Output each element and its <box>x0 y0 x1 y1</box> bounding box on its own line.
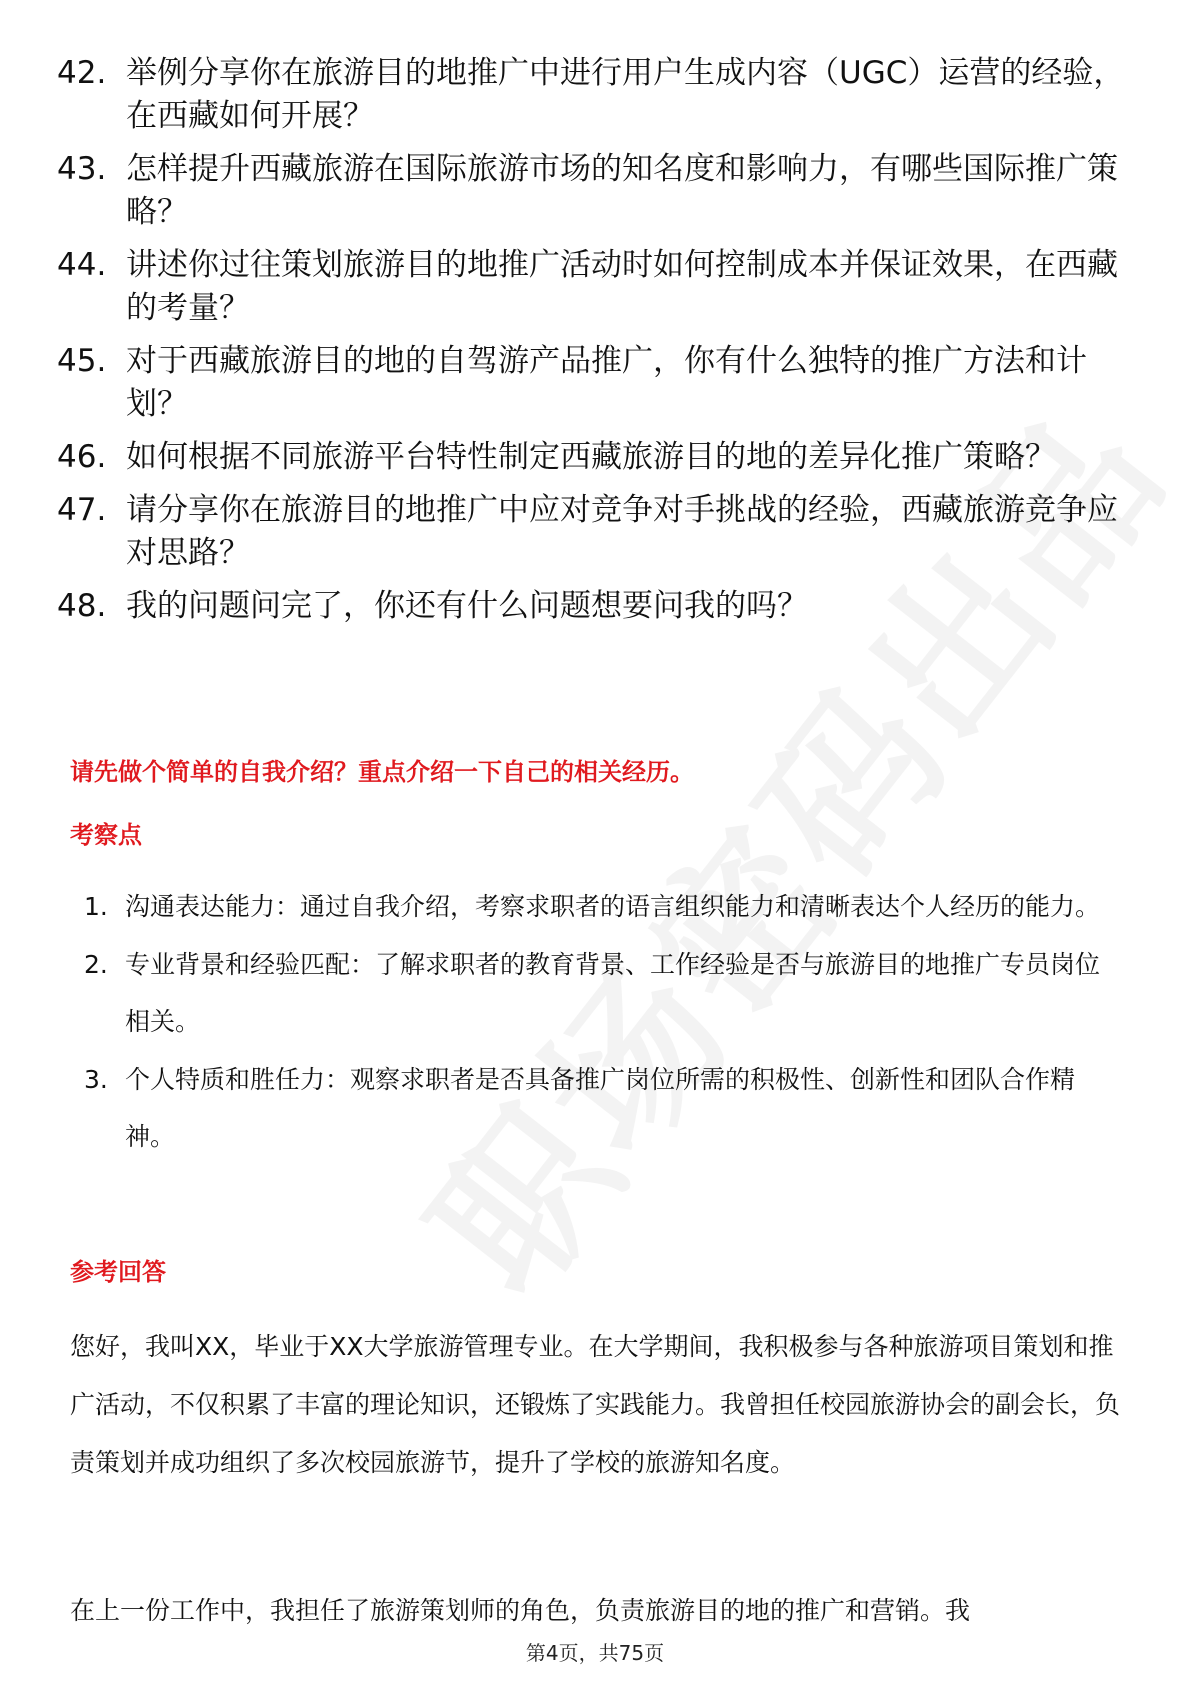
question-number: 48. <box>57 588 107 624</box>
question-item <box>57 340 1137 426</box>
answer-paragraph: 在上一份工作中，我担任了旅游策划师的角色，负责旅游目的地的推广和营销。我 <box>70 1596 971 1625</box>
question-item <box>57 585 1137 628</box>
evaluation-points-list <box>84 878 1124 1166</box>
question-item <box>57 244 1137 330</box>
question-text: 我的问题问完了，你还有什么问题想要问我的吗？ <box>126 588 808 624</box>
point-number: 2. <box>84 950 108 979</box>
question-number: 43. <box>57 151 107 187</box>
evaluation-point <box>84 1051 1124 1165</box>
evaluation-point <box>84 936 1124 1050</box>
evaluation-point <box>84 878 1124 935</box>
answer-heading: 参考回答 <box>70 1258 166 1286</box>
section-question-heading: 请先做个简单的自我介绍？重点介绍一下自己的相关经历。 <box>70 758 694 786</box>
question-text: 如何根据不同旅游平台特性制定西藏旅游目的地的差异化推广策略？ <box>126 439 1056 475</box>
page-footer: 第4页，共75页 <box>525 1641 665 1665</box>
question-item <box>57 489 1137 575</box>
question-number: 47. <box>57 492 107 528</box>
point-number: 1. <box>84 892 108 921</box>
question-number: 46. <box>57 439 107 475</box>
question-text: 对于西藏旅游目的地的自驾游产品推广，你有什么独特的推广方法和计划？ <box>126 343 1087 422</box>
question-number: 42. <box>57 55 107 91</box>
question-text: 讲述你过往策划旅游目的地推广活动时如何控制成本并保证效果，在西藏的考量？ <box>126 247 1118 326</box>
question-text: 怎样提升西藏旅游在国际旅游市场的知名度和影响力，有哪些国际推广策略？ <box>126 151 1118 230</box>
points-heading: 考察点 <box>70 821 142 849</box>
question-item <box>57 436 1137 479</box>
question-item <box>57 148 1137 234</box>
question-item <box>57 52 1137 138</box>
answer-paragraph: 您好，我叫XX，毕业于XX大学旅游管理专业。在大学期间，我积极参与各种旅游项目策划和推广活动，不仅积累了丰富的理论知识，还锻炼了实践能力。我曾担任校园旅游协会的副会长，负责策划并成功组织了多次校园旅游节，提升了学校的旅游知名度。 <box>70 1332 1121 1477</box>
point-text: 个人特质和胜任力：观察求职者是否具备推广岗位所需的积极性、创新性和团队合作精神。 <box>125 1065 1076 1151</box>
question-text: 举例分享你在旅游目的地推广中进行用户生成内容（UGC）运营的经验，在西藏如何开展？ <box>126 55 1125 134</box>
question-number: 44. <box>57 247 107 283</box>
question-number: 45. <box>57 343 107 379</box>
question-text: 请分享你在旅游目的地推广中应对竞争对手挑战的经验，西藏旅游竞争应对思路？ <box>126 492 1118 571</box>
point-text: 沟通表达能力：通过自我介绍，考察求职者的语言组织能力和清晰表达个人经历的能力。 <box>125 892 1101 921</box>
question-list <box>57 52 1137 638</box>
point-number: 3. <box>84 1065 108 1094</box>
point-text: 专业背景和经验匹配：了解求职者的教育背景、工作经验是否与旅游目的地推广专员岗位相关。 <box>125 950 1101 1036</box>
